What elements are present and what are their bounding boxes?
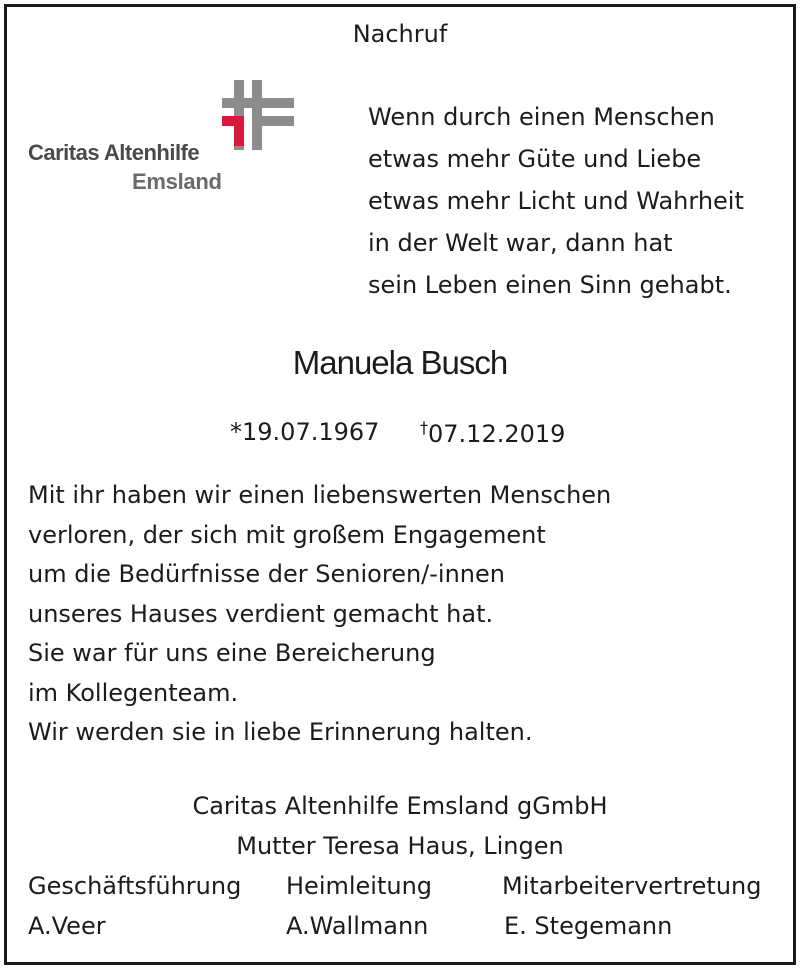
poem-line: Wenn durch einen Menschen	[368, 103, 715, 131]
death-date-value: 07.12.2019	[428, 420, 566, 448]
text-line: unseres Hauses verdient gemacht hat.	[28, 599, 494, 628]
text-line: Wir werden sie in liebe Erinnerung halten.	[28, 718, 533, 746]
poem-line: etwas mehr Güte und Liebe	[368, 145, 702, 173]
logo-subtitle: Emsland	[132, 169, 222, 194]
signature-name-home-management: A.Wallmann	[286, 912, 429, 940]
signature-label-management: Geschäftsführung	[28, 872, 242, 900]
poem-line: sein Leben einen Sinn gehabt.	[368, 271, 732, 299]
text-line: im Kollegenteam.	[28, 678, 239, 707]
heading: Nachruf	[352, 20, 448, 48]
obituary-text	[28, 476, 611, 753]
poem	[368, 96, 744, 306]
deceased-name: Manuela Busch	[292, 344, 508, 381]
organization-name: Caritas Altenhilfe Emsland gGmbH	[192, 792, 608, 820]
logo-name: Caritas Altenhilfe	[28, 140, 200, 165]
text-line: Sie war für uns eine Bereicherung	[28, 639, 436, 667]
text-line: um die Bedürfnisse der Senioren/-innen	[28, 560, 505, 588]
poem-line: in der Welt war, dann hat	[368, 229, 673, 257]
cross-symbol: †	[420, 418, 428, 437]
text-line: Mit ihr haben wir einen liebenswerten Menschen	[28, 481, 612, 509]
poem-line: etwas mehr Licht und Wahrheit	[368, 187, 744, 215]
signature-label-staff-council: Mitarbeitervertretung	[502, 872, 762, 900]
text-line: verloren, der sich mit großem Engagement	[28, 520, 546, 549]
signature-name-staff-council: E. Stegemann	[504, 912, 673, 940]
house-name: Mutter Teresa Haus, Lingen	[236, 832, 564, 860]
birth-date: *19.07.1967	[230, 418, 380, 446]
signature-name-management: A.Veer	[28, 912, 106, 940]
death-date	[420, 418, 565, 448]
caritas-logo	[20, 75, 310, 205]
signature-label-home-management: Heimleitung	[286, 872, 433, 900]
